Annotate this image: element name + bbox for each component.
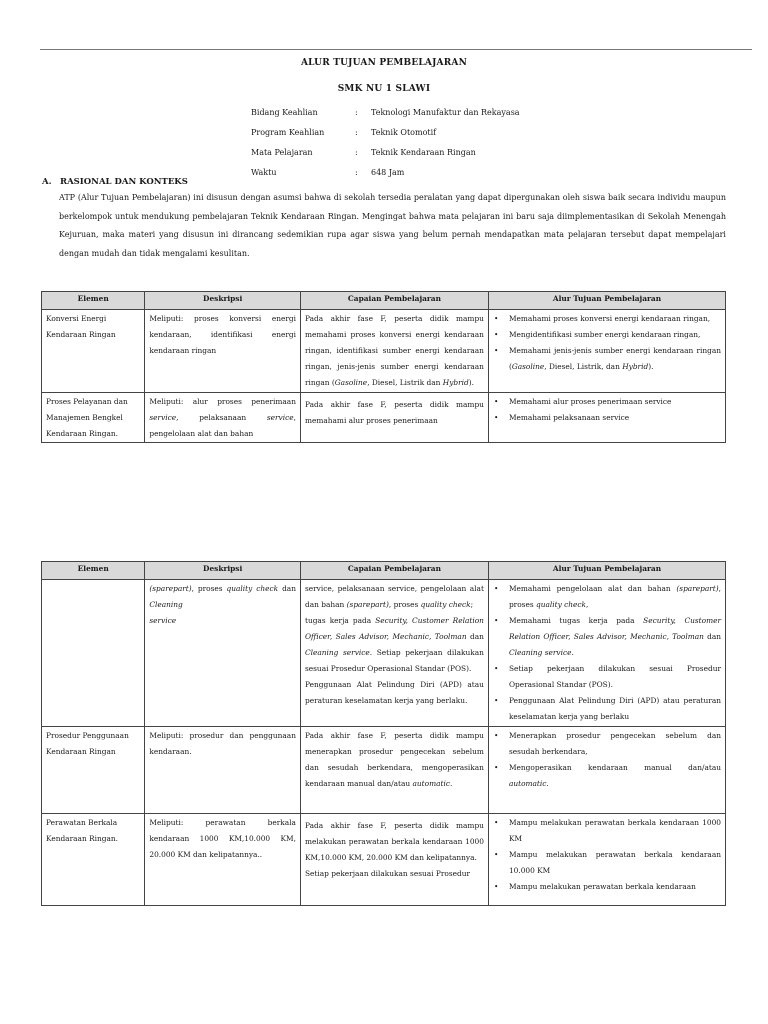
list-item: • Mampu melakukan perawatan berkala kendaraan 1000 KM	[493, 815, 721, 847]
alur-italic: Security, Customer Relation Officer, Sales Advisor, Mechanic, Toolman	[508, 616, 721, 641]
cell-deskripsi	[145, 393, 301, 443]
deskripsi-italic: Cleaning	[149, 600, 183, 609]
capaian-text: .	[450, 779, 453, 788]
capaian-text: dan	[466, 632, 484, 641]
alur-text: Memahami jenis-jenis sumber energi kendaraan ringan (	[508, 346, 721, 371]
alur-text: .	[546, 779, 549, 788]
info-value: Teknologi Manufaktur dan Rekayasa	[371, 108, 520, 117]
alur-italic: quality check	[535, 600, 586, 609]
list-item: • Memahami proses konversi energi kendaraan ringan,	[493, 311, 721, 327]
cell-deskripsi	[145, 580, 301, 727]
capaian-italic: automatic	[412, 779, 450, 788]
section-number: A.	[42, 177, 52, 187]
alur-italic: Gasoline	[511, 362, 545, 371]
table-row	[42, 814, 726, 906]
cell-clip: Meliputi: prosedur dan penggunaan kendaraan.	[149, 731, 296, 756]
capaian-text: ;	[470, 600, 474, 609]
table-row	[42, 310, 726, 393]
list-item: • Mampu melakukan perawatan berkala kendaraan	[493, 879, 721, 895]
table-row	[42, 580, 726, 727]
alur-text: Mengoperasikan kendaraan manual dan/atau	[508, 763, 721, 772]
list-item: • Mengidentifikasi sumber energi kendaraan ringan,	[493, 327, 721, 343]
top-divider	[40, 49, 752, 50]
cell-clip: Proses Pelayanan dan Manajemen Bengkel Kendaraan Ringan.	[46, 397, 128, 438]
capaian-paragraph	[305, 613, 484, 677]
cell-clip	[305, 728, 484, 812]
cell-alur	[488, 310, 725, 393]
cell-clip: Perawatan Berkala Kendaraan Ringan.	[46, 818, 118, 843]
info-colon: :	[355, 168, 358, 177]
section-title: RASIONAL DAN KONTEKS	[60, 177, 188, 187]
deskripsi-line	[149, 581, 296, 613]
table-row	[42, 393, 726, 443]
cell-clip	[493, 815, 721, 901]
document-title: ALUR TUJUAN PEMBELAJARAN	[300, 58, 468, 68]
alur-italic: (sparepart)	[676, 584, 719, 593]
table-row	[42, 727, 726, 814]
header-deskripsi: Deskripsi	[145, 292, 301, 310]
capaian-text: Setiap pekerjaan dilakukan sesuai Prosedur Operasional Standar (POS).	[304, 648, 484, 673]
alur-list	[493, 394, 721, 426]
list-item: • Penggunaan Alat Pelindung Diri (APD) atau peraturan keselamatan kerja yang berlaku	[493, 693, 721, 725]
alur-list	[493, 728, 721, 792]
capaian-italic: (sparepart)	[346, 600, 389, 609]
deskripsi-text: Meliputi: alur proses penerimaan	[149, 397, 296, 406]
alur-text: ).	[648, 362, 654, 371]
rasional-paragraph: ATP (Alur Tujuan Pembelajaran) ini disusun dengan asumsi bahwa di sekolah tersedia peralatan yang dapat dipergunakan oleh siswa baik secara individu maupun berkelompok untuk mendukung pembelajaran Teknik Kendaraan Ringan. Mengingat bahwa mata pelajaran ini baru saja diimplementasikan di Sekolah Menengah Kejuruan, maka materi yang disusun ini dirancang sedemikian rupa agar siswa yang belum pernah mendapatkan mata pelajaran tersebut dapat mempelajari dengan mudah dan tidak mengalami kesulitan.	[59, 193, 726, 258]
deskripsi-text: , pelaksanaan	[176, 413, 267, 422]
info-colon: :	[355, 148, 358, 157]
cell-capaian	[300, 814, 488, 906]
cell-elemen: Konversi Energi Kendaraan Ringan	[42, 310, 145, 393]
deskripsi-italic: service	[266, 413, 294, 422]
table-header-row	[42, 292, 726, 310]
alur-text: Memahami pengelolaan alat dan bahan	[508, 584, 677, 593]
capaian-paragraph: Pada akhir fase F, peserta didik mampu melakukan perawatan berkala kendaraan 1000 KM,10.000 KM, 20.000 KM dan kelipatannya.	[304, 821, 484, 862]
deskripsi-italic: (sparepart)	[149, 584, 192, 593]
header-elemen: Elemen	[42, 292, 145, 310]
cell-clip	[493, 728, 721, 812]
capaian-text: , Diesel, Listrik dan	[367, 378, 443, 387]
alur-text: dan	[703, 632, 722, 641]
header-elemen: Elemen	[42, 562, 145, 580]
info-label: Waktu	[251, 168, 277, 177]
capaian-paragraph: Penggunaan Alat Pelindung Diri (APD) atau peraturan keselamatan kerja yang berlaku.	[304, 680, 484, 705]
header-capaian: Capaian Pembelajaran	[300, 292, 488, 310]
list-item: • Menerapkan prosedur pengecekan sebelum dan sesudah berkendara,	[493, 728, 721, 760]
atp-table-1	[41, 291, 726, 443]
cell-alur	[488, 580, 725, 727]
cell-capaian	[300, 727, 488, 814]
info-value: Teknik Otomotif	[371, 128, 437, 137]
cell-deskripsi	[145, 727, 301, 814]
capaian-italic: Gasoline	[334, 378, 368, 387]
capaian-italic: Security, Customer Relation Officer, Sales Advisor, Mechanic, Toolman	[304, 616, 484, 641]
list-item	[493, 581, 721, 613]
capaian-text: tugas kerja pada	[304, 616, 376, 625]
info-label: Program Keahlian	[251, 128, 325, 137]
deskripsi-text: dan	[278, 584, 296, 593]
header-alur: Alur Tujuan Pembelajaran	[488, 292, 725, 310]
deskripsi-italic: service	[149, 413, 177, 422]
cell-deskripsi: Meliputi: proses konversi energi kendaraan, identifikasi energi kendaraan ringan	[145, 310, 301, 393]
alur-list	[493, 311, 721, 375]
info-value: Teknik Kendaraan Ringan	[371, 148, 476, 157]
capaian-text: Pada akhir fase F, peserta didik mampu menerapkan prosedur pengecekan sebelum dan sesudah berkendara, mengoperasikan kendaraan manual dan/atau	[304, 731, 484, 788]
capaian-paragraph	[305, 581, 484, 613]
deskripsi-italic: service	[149, 616, 177, 625]
capaian-italic: Cleaning service.	[304, 648, 373, 657]
header-deskripsi: Deskripsi	[145, 562, 301, 580]
cell-alur	[488, 393, 725, 443]
cell-elemen	[42, 393, 145, 443]
capaian-italic: quality check	[420, 600, 471, 609]
cell-clip	[149, 394, 296, 438]
cell-elemen	[42, 814, 145, 906]
info-row	[251, 108, 520, 128]
header-alur: Alur Tujuan Pembelajaran	[488, 562, 725, 580]
alur-list	[493, 581, 721, 725]
info-label: Bidang Keahlian	[251, 108, 318, 117]
list-item	[493, 760, 721, 792]
capaian-paragraph: Setiap pekerjaan dilakukan sesuai Prosedur	[304, 869, 471, 878]
capaian-text: , proses	[388, 600, 421, 609]
alur-text: , proses	[508, 584, 721, 609]
capaian-text: ).	[468, 378, 475, 387]
table-header-row	[42, 562, 726, 580]
cell-alur	[488, 727, 725, 814]
info-block	[251, 108, 520, 188]
info-colon: :	[355, 128, 358, 137]
alur-italic: automatic	[508, 779, 547, 788]
cell-clip	[305, 815, 484, 904]
cell-deskripsi	[145, 814, 301, 906]
cell-elemen	[42, 580, 145, 727]
info-colon: :	[355, 108, 358, 117]
school-name: SMK NU 1 SLAWI	[337, 84, 431, 94]
header-capaian: Capaian Pembelajaran	[300, 562, 488, 580]
cell-capaian	[300, 393, 488, 443]
list-item: • Memahami pelaksanaan service	[493, 410, 721, 426]
cell-clip: Pada akhir fase F, peserta didik mampu memahami alur proses penerimaan	[304, 400, 484, 425]
capaian-text: service, pelaksanaan service, pengelolaan alat dan bahan	[304, 584, 484, 609]
capaian-italic: Hybrid	[442, 378, 469, 387]
cell-clip: Prosedur Penggunaan Kendaraan Ringan	[46, 731, 129, 756]
cell-capaian	[300, 580, 488, 727]
list-item: • Memahami alur proses penerimaan service	[493, 394, 721, 410]
info-row	[251, 148, 520, 168]
cell-capaian	[300, 310, 488, 393]
atp-table-2	[41, 561, 726, 906]
cell-alur	[488, 814, 725, 906]
deskripsi-line	[149, 613, 296, 629]
list-item	[493, 343, 721, 375]
alur-text: Memahami tugas kerja pada	[508, 616, 644, 625]
list-item: • Mampu melakukan perawatan berkala kendaraan 10.000 KM	[493, 847, 721, 879]
alur-list	[493, 815, 721, 895]
alur-text: .	[571, 648, 574, 657]
section-a-heading	[42, 177, 188, 187]
info-value: 648 Jam	[371, 168, 405, 177]
deskripsi-text: , proses	[191, 584, 227, 593]
deskripsi-text: , pengelolaan alat dan bahan	[149, 413, 296, 438]
cell-clip	[493, 394, 721, 438]
capaian-text: Pada akhir fase F, peserta didik mampu memahami proses konversi energi kendaraan ringan, identifikasi sumber energi kendaraan ringan, jenis-jenis sumber energi kendaraan ringan (	[304, 314, 484, 387]
deskripsi-italic: quality check	[226, 584, 279, 593]
alur-text: ,	[585, 600, 589, 609]
alur-italic: Hybrid	[622, 362, 649, 371]
alur-italic: Cleaning service	[508, 648, 572, 657]
info-row	[251, 128, 520, 148]
cell-elemen	[42, 727, 145, 814]
alur-text: , Diesel, Listrik, dan	[544, 362, 623, 371]
list-item	[493, 613, 721, 661]
list-item: • Setiap pekerjaan dilakukan sesuai Prosedur Operasional Standar (POS).	[493, 661, 721, 693]
cell-clip: Meliputi: perawatan berkala kendaraan 1000 KM,10.000 KM, 20.000 KM dan kelipatannya..	[149, 818, 296, 859]
info-label: Mata Pelajaran	[251, 148, 313, 157]
info-row	[251, 168, 520, 188]
